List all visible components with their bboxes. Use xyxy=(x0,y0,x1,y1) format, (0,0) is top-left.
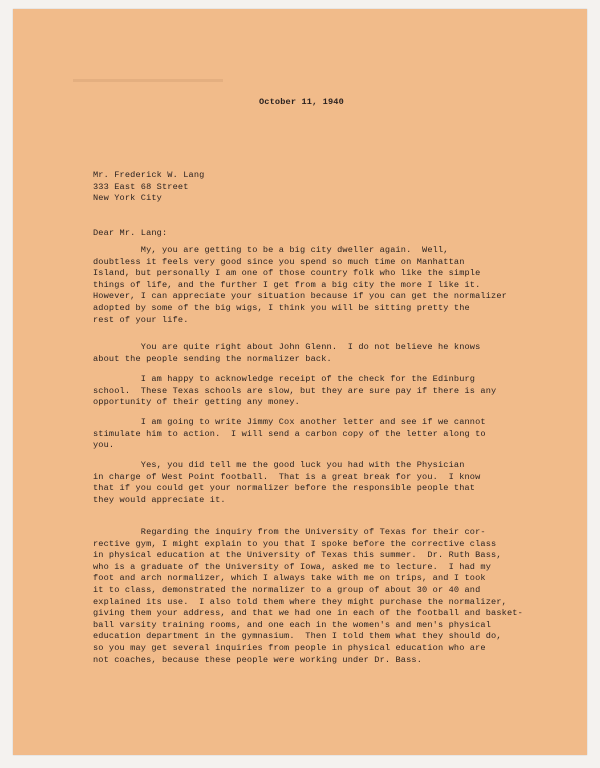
body-paragraph: You are quite right about John Glenn. I do not believe he knows about the people sending the normalizer back. xyxy=(93,342,481,364)
recipient-address xyxy=(93,170,204,205)
body-paragraph: I am happy to acknowledge receipt of the check for the Edinburg school. These Texas schools are slow, but they are sure pay if there is any opportunity of their getting any money. xyxy=(93,374,497,408)
body-paragraph: I am going to write Jimmy Cox another letter and see if we cannot stimulate him to action. I will send a carbon copy of the letter along to you. xyxy=(93,417,486,451)
body-paragraph: My, you are getting to be a big city dweller again. Well, doubtless it feels very good since you spend so much time on Manhattan Island, but personally I am one of those country folk who like the simple things of life, and the further I get from a big city the more I like it. However, I can appreciate your situation because if you can get the normalizer adopted by some of the big wigs, I think you will be sitting pretty the rest of your life. xyxy=(93,245,507,325)
salutation: Dear Mr. Lang: xyxy=(93,228,168,238)
address-line: Mr. Frederick W. Lang xyxy=(93,170,205,180)
letter-date: October 11, 1940 xyxy=(259,97,344,107)
body-paragraph: Regarding the inquiry from the University of Texas for their cor- rective gym, I might explain to you that I spoke before the corrective class in physical education at the University of Texas this summer. Dr. Ruth Bass, who is a graduate of the University of Iowa, asked me to lecture. I had my foot and arch normalizer, which I always take with me on trips, and I took it to class, demonstrated the normalizer to a group of about 30 or 40 and explained its use. I also told them where they might purchase the normalizer, giving them your address, and that we had one in each of the football and basket- ball varsity training rooms, and one each in the women's and men's physical education department in the gymnasium. Then I told them what they should do, so you may get several inquiries from people in physical education who are not coaches, because these people were working under Dr. Bass. xyxy=(93,527,523,665)
faded-header-mark xyxy=(73,79,223,82)
body-paragraph: Yes, you did tell me the good luck you had with the Physician in charge of West Point football. That is a great break for you. I know that if you could get your normalizer before the responsible people that they would appreciate it. xyxy=(93,460,481,505)
letter-page xyxy=(13,9,587,755)
address-line: New York City xyxy=(93,193,162,204)
address-line: 333 East 68 Street xyxy=(93,181,189,192)
